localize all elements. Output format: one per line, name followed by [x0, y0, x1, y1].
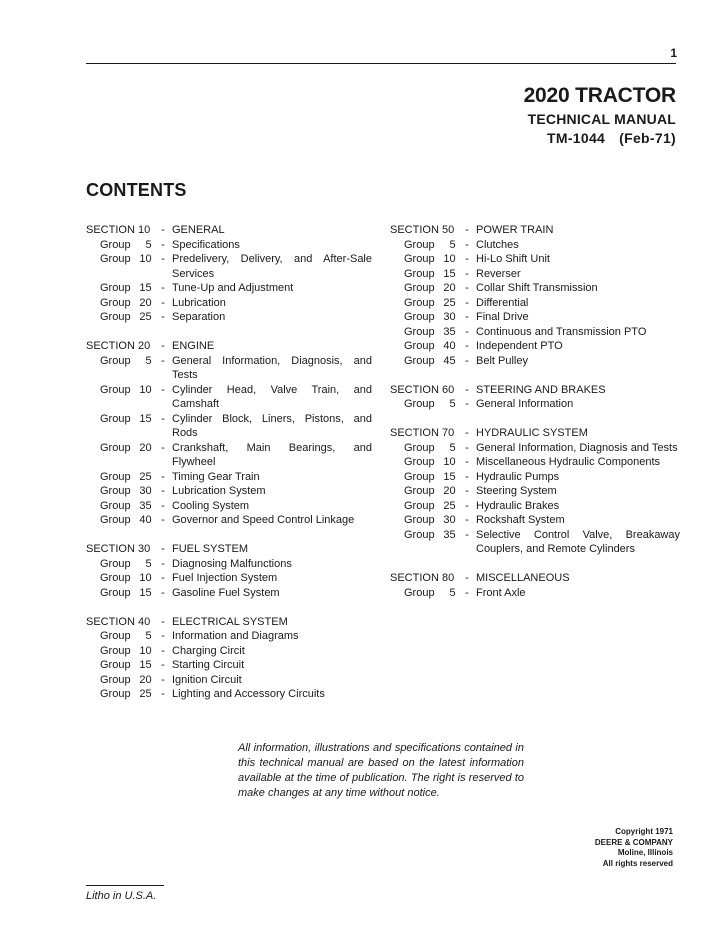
group-number: 45	[443, 354, 456, 367]
group-label	[390, 397, 462, 412]
group-number: 30	[139, 485, 152, 497]
group-label	[390, 281, 462, 296]
group-title: Selective Control Valve, Breakaway Couplers, and Remote Cylinders	[476, 528, 680, 555]
group-number: 35	[443, 528, 456, 541]
group-title: Steering System	[476, 485, 557, 497]
group-number: 10	[139, 572, 152, 584]
group-number: 5	[145, 238, 152, 251]
group-row	[86, 238, 372, 253]
group-word: Group	[404, 398, 435, 410]
group-word: Group	[404, 499, 435, 512]
group-word: Group	[100, 688, 131, 700]
group-label	[86, 629, 158, 644]
group-label	[390, 470, 462, 485]
group-number: 25	[443, 499, 456, 512]
group-word: Group	[100, 296, 131, 309]
group-word: Group	[100, 311, 131, 323]
section-title: STEERING AND BRAKES	[476, 383, 606, 396]
copyright-year: Copyright 1971	[615, 827, 673, 836]
section-label: SECTION 40	[86, 615, 151, 628]
group-number: 25	[139, 311, 152, 323]
group-number: 20	[139, 673, 152, 686]
group-word: Group	[404, 470, 435, 483]
section-title: MISCELLANEOUS	[476, 572, 570, 584]
separator-dash: -	[465, 253, 469, 265]
group-row	[390, 470, 680, 485]
group-title: Predelivery, Delivery, and After-Sale Services	[172, 253, 372, 280]
group-word: Group	[404, 340, 435, 352]
group-row	[86, 441, 372, 470]
group-number: 15	[443, 470, 456, 483]
group-row	[86, 252, 372, 281]
group-number: 15	[139, 659, 152, 671]
section-title: GENERAL	[172, 224, 225, 236]
group-title: Hi-Lo Shift Unit	[476, 253, 550, 265]
group-title: Governor and Speed Control Linkage	[172, 514, 355, 526]
group-label	[86, 310, 158, 325]
group-word: Group	[100, 412, 131, 425]
section-row	[86, 223, 372, 238]
separator-dash: -	[161, 224, 165, 236]
separator-dash: -	[465, 311, 469, 323]
separator-dash: -	[161, 586, 165, 599]
group-row	[86, 412, 372, 441]
section-row	[390, 426, 680, 441]
group-row	[390, 455, 680, 470]
group-title: Crankshaft, Main Bearings, and Flywheel	[172, 441, 372, 468]
manual-edition: (Feb-71)	[619, 130, 676, 146]
document-header	[524, 84, 676, 148]
toc-section	[86, 542, 372, 600]
section-label: SECTION 20	[86, 340, 151, 352]
copyright-location: Moline, Illinois	[617, 848, 673, 857]
group-number: 5	[145, 630, 152, 642]
group-row	[86, 354, 372, 383]
separator-dash: -	[161, 238, 165, 251]
group-number: 25	[139, 688, 152, 700]
group-label	[390, 267, 462, 282]
separator-dash: -	[465, 528, 469, 541]
group-row	[390, 528, 680, 557]
group-word: Group	[404, 354, 435, 367]
group-row	[86, 484, 372, 499]
group-number: 5	[449, 238, 456, 251]
group-number: 5	[145, 354, 152, 367]
separator-dash: -	[465, 586, 469, 599]
group-number: 15	[139, 282, 152, 294]
group-row	[390, 267, 680, 282]
group-word: Group	[100, 470, 131, 483]
group-row	[86, 687, 372, 702]
group-number: 10	[139, 644, 152, 657]
group-row	[86, 644, 372, 659]
group-word: Group	[100, 572, 131, 584]
top-rule	[86, 63, 676, 64]
group-number: 40	[139, 514, 152, 526]
group-word: Group	[404, 514, 435, 526]
group-title: Ignition Circuit	[172, 673, 242, 686]
group-label	[390, 455, 462, 470]
group-title: Lighting and Accessory Circuits	[172, 688, 325, 700]
separator-dash: -	[161, 572, 165, 584]
separator-dash: -	[465, 296, 469, 309]
group-word: Group	[404, 586, 435, 599]
group-number: 30	[443, 311, 456, 323]
group-row	[390, 397, 680, 412]
group-word: Group	[404, 485, 435, 497]
group-label	[390, 441, 462, 456]
group-title: Lubrication System	[172, 485, 266, 497]
group-word: Group	[100, 644, 131, 657]
group-word: Group	[100, 659, 131, 671]
group-title: Information and Diagrams	[172, 630, 299, 642]
separator-dash: -	[161, 688, 165, 700]
group-row	[86, 296, 372, 311]
separator-dash: -	[465, 340, 469, 352]
group-title: Clutches	[476, 238, 519, 251]
section-title: ELECTRICAL SYSTEM	[172, 615, 288, 628]
section-title: HYDRAULIC SYSTEM	[476, 427, 588, 439]
separator-dash: -	[161, 659, 165, 671]
group-row	[86, 557, 372, 572]
group-word: Group	[100, 499, 131, 512]
group-title: Belt Pulley	[476, 354, 528, 367]
group-title: Hydraulic Brakes	[476, 499, 560, 512]
group-title: Rockshaft System	[476, 514, 565, 526]
group-label	[390, 528, 462, 543]
group-number: 20	[443, 282, 456, 294]
separator-dash: -	[465, 572, 469, 584]
group-row	[86, 499, 372, 514]
group-number: 30	[443, 514, 456, 526]
group-label	[390, 296, 462, 311]
toc-section	[390, 426, 680, 557]
group-word: Group	[100, 354, 131, 367]
toc-left-column	[86, 223, 372, 716]
group-row	[390, 281, 680, 296]
group-row	[390, 586, 680, 601]
group-word: Group	[404, 282, 435, 294]
section-label: SECTION 60	[390, 383, 455, 396]
separator-dash: -	[465, 354, 469, 367]
group-row	[390, 499, 680, 514]
separator-dash: -	[161, 441, 165, 454]
separator-dash: -	[465, 383, 469, 396]
litho-note: Litho in U.S.A.	[86, 890, 157, 902]
group-number: 5	[449, 586, 456, 599]
group-number: 10	[443, 456, 456, 468]
group-number: 35	[443, 325, 456, 338]
group-label	[86, 499, 158, 514]
group-title: Collar Shift Transmission	[476, 282, 598, 294]
group-label	[86, 238, 158, 253]
copyright-rights: All rights reserved	[602, 858, 673, 868]
group-title: Differential	[476, 296, 529, 309]
group-label	[86, 412, 158, 427]
group-label	[86, 586, 158, 601]
section-row	[390, 571, 680, 586]
separator-dash: -	[465, 427, 469, 439]
separator-dash: -	[161, 470, 165, 483]
section-title: POWER TRAIN	[476, 224, 554, 236]
group-label	[86, 658, 158, 673]
toc-section	[390, 383, 680, 412]
separator-dash: -	[465, 325, 469, 338]
group-row	[86, 383, 372, 412]
group-number: 5	[145, 557, 152, 570]
separator-dash: -	[161, 311, 165, 323]
group-word: Group	[404, 296, 435, 309]
document-title: 2020 TRACTOR	[523, 84, 676, 107]
page-number: 1	[670, 46, 677, 60]
group-number: 10	[443, 253, 456, 265]
group-number: 10	[139, 383, 152, 396]
group-title: Fuel Injection System	[172, 572, 278, 584]
group-number: 25	[139, 470, 152, 483]
group-row	[86, 281, 372, 296]
group-word: Group	[404, 325, 435, 338]
toc-section	[86, 615, 372, 702]
group-label	[86, 470, 158, 485]
separator-dash: -	[161, 296, 165, 309]
group-label	[390, 484, 462, 499]
group-word: Group	[404, 267, 435, 280]
separator-dash: -	[161, 253, 165, 265]
group-word: Group	[100, 441, 131, 454]
separator-dash: -	[161, 673, 165, 686]
group-word: Group	[100, 557, 131, 570]
group-row	[86, 310, 372, 325]
group-label	[86, 441, 158, 456]
group-word: Group	[100, 514, 131, 526]
separator-dash: -	[465, 398, 469, 410]
document-subtitle: TECHNICAL MANUAL	[527, 111, 676, 127]
group-number: 25	[443, 296, 456, 309]
separator-dash: -	[465, 485, 469, 497]
group-number: 5	[449, 441, 456, 454]
group-title: Separation	[172, 311, 226, 323]
group-word: Group	[404, 456, 435, 468]
separator-dash: -	[161, 615, 165, 628]
group-row	[390, 441, 680, 456]
group-label	[390, 354, 462, 369]
group-label	[390, 499, 462, 514]
group-row	[390, 325, 680, 340]
section-row	[390, 383, 680, 398]
manual-number-line	[524, 129, 676, 148]
group-word: Group	[100, 238, 131, 251]
copyright-block	[595, 827, 673, 869]
group-title: Gasoline Fuel System	[172, 586, 280, 599]
group-title: Specifications	[172, 238, 240, 251]
group-word: Group	[100, 383, 131, 396]
group-number: 10	[139, 253, 152, 265]
group-row	[86, 629, 372, 644]
group-title: Lubrication	[172, 296, 226, 309]
toc-section	[390, 223, 680, 368]
group-title: General Information, Diagnosis, and Tests	[172, 354, 372, 381]
group-label	[390, 339, 462, 354]
group-title: Charging Circit	[172, 644, 245, 657]
separator-dash: -	[465, 224, 469, 236]
group-word: Group	[404, 253, 435, 265]
group-word: Group	[404, 528, 435, 541]
group-label	[390, 325, 462, 340]
group-title: Tune-Up and Adjustment	[172, 282, 294, 294]
group-label	[86, 484, 158, 499]
group-label	[86, 513, 158, 528]
section-label: SECTION 70	[390, 427, 455, 439]
group-row	[390, 238, 680, 253]
group-title: Miscellaneous Hydraulic Components	[476, 456, 661, 468]
manual-number: TM-1044	[547, 130, 606, 146]
group-label	[390, 513, 462, 528]
group-row	[390, 310, 680, 325]
separator-dash: -	[465, 282, 469, 294]
section-row	[390, 223, 680, 238]
toc-section	[390, 571, 680, 600]
separator-dash: -	[161, 485, 165, 497]
group-number: 15	[139, 586, 152, 599]
toc-right-column	[390, 223, 680, 615]
group-number: 20	[443, 485, 456, 497]
separator-dash: -	[161, 543, 165, 555]
section-title: FUEL SYSTEM	[172, 543, 248, 555]
group-number: 15	[139, 412, 152, 425]
group-number: 35	[139, 499, 152, 512]
group-word: Group	[100, 485, 131, 497]
group-word: Group	[404, 238, 435, 251]
group-row	[86, 571, 372, 586]
separator-dash: -	[465, 499, 469, 512]
group-label	[86, 571, 158, 586]
group-label	[86, 644, 158, 659]
bottom-rule	[86, 885, 164, 886]
group-row	[390, 484, 680, 499]
section-row	[86, 542, 372, 557]
group-title: Independent PTO	[476, 340, 563, 352]
group-number: 20	[139, 441, 152, 454]
group-number: 40	[443, 340, 456, 352]
group-label	[390, 252, 462, 267]
group-row	[86, 586, 372, 601]
group-word: Group	[100, 586, 131, 599]
section-row	[86, 615, 372, 630]
copyright-company: DEERE & COMPANY	[594, 837, 673, 847]
separator-dash: -	[465, 441, 469, 454]
group-word: Group	[100, 282, 131, 294]
group-title: Front Axle	[476, 586, 526, 599]
separator-dash: -	[161, 557, 165, 570]
notice-paragraph: All information, illustrations and specifications contained in this technical manual are based on the latest information available at the time of publication. The right is reserved to make changes at any time without notice.	[238, 742, 524, 799]
group-number: 5	[449, 398, 456, 410]
group-row	[390, 296, 680, 311]
group-title: Reverser	[476, 267, 521, 280]
group-label	[390, 586, 462, 601]
group-title: Cylinder Block, Liners, Pistons, and Rods	[172, 412, 372, 439]
group-title: Final Drive	[476, 311, 529, 323]
group-label	[86, 673, 158, 688]
group-title: Continuous and Transmission PTO	[476, 325, 647, 338]
separator-dash: -	[161, 630, 165, 642]
separator-dash: -	[465, 456, 469, 468]
group-label	[86, 296, 158, 311]
separator-dash: -	[465, 267, 469, 280]
group-word: Group	[100, 673, 131, 686]
group-title: Cooling System	[172, 499, 250, 512]
section-label: SECTION 50	[390, 224, 455, 236]
group-title: Cylinder Head, Valve Train, and Camshaft	[172, 383, 372, 410]
toc-section	[86, 339, 372, 528]
separator-dash: -	[161, 644, 165, 657]
group-row	[86, 658, 372, 673]
group-title: Diagnosing Malfunctions	[172, 557, 292, 570]
group-word: Group	[100, 630, 131, 642]
separator-dash: -	[161, 340, 165, 352]
group-title: Starting Circuit	[172, 659, 245, 671]
group-title: Timing Gear Train	[172, 470, 260, 483]
group-row	[390, 354, 680, 369]
group-row	[86, 513, 372, 528]
section-label: SECTION 80	[390, 572, 455, 584]
group-row	[390, 513, 680, 528]
group-label	[86, 354, 158, 369]
group-label	[390, 238, 462, 253]
group-label	[390, 310, 462, 325]
separator-dash: -	[161, 383, 165, 396]
toc-section	[86, 223, 372, 325]
group-row	[390, 339, 680, 354]
group-row	[390, 252, 680, 267]
section-label: SECTION 30	[86, 543, 151, 555]
section-title: ENGINE	[172, 340, 215, 352]
separator-dash: -	[161, 354, 165, 367]
section-row	[86, 339, 372, 354]
separator-dash: -	[465, 514, 469, 526]
group-label	[86, 557, 158, 572]
group-label	[86, 687, 158, 702]
group-label	[86, 252, 158, 267]
group-word: Group	[404, 441, 435, 454]
group-word: Group	[100, 253, 131, 265]
group-row	[86, 673, 372, 688]
separator-dash: -	[161, 282, 165, 294]
group-title: Hydraulic Pumps	[476, 470, 560, 483]
group-label	[86, 281, 158, 296]
group-title: General Information	[476, 398, 574, 410]
separator-dash: -	[161, 514, 165, 526]
separator-dash: -	[465, 470, 469, 483]
separator-dash: -	[465, 238, 469, 251]
group-word: Group	[404, 311, 435, 323]
contents-heading: CONTENTS	[86, 180, 187, 200]
group-title: General Information, Diagnosis and Tests	[476, 441, 678, 454]
separator-dash: -	[161, 499, 165, 512]
group-label	[86, 383, 158, 398]
section-label: SECTION 10	[86, 224, 151, 236]
group-number: 15	[443, 267, 456, 280]
group-row	[86, 470, 372, 485]
separator-dash: -	[161, 412, 165, 425]
group-number: 20	[139, 296, 152, 309]
